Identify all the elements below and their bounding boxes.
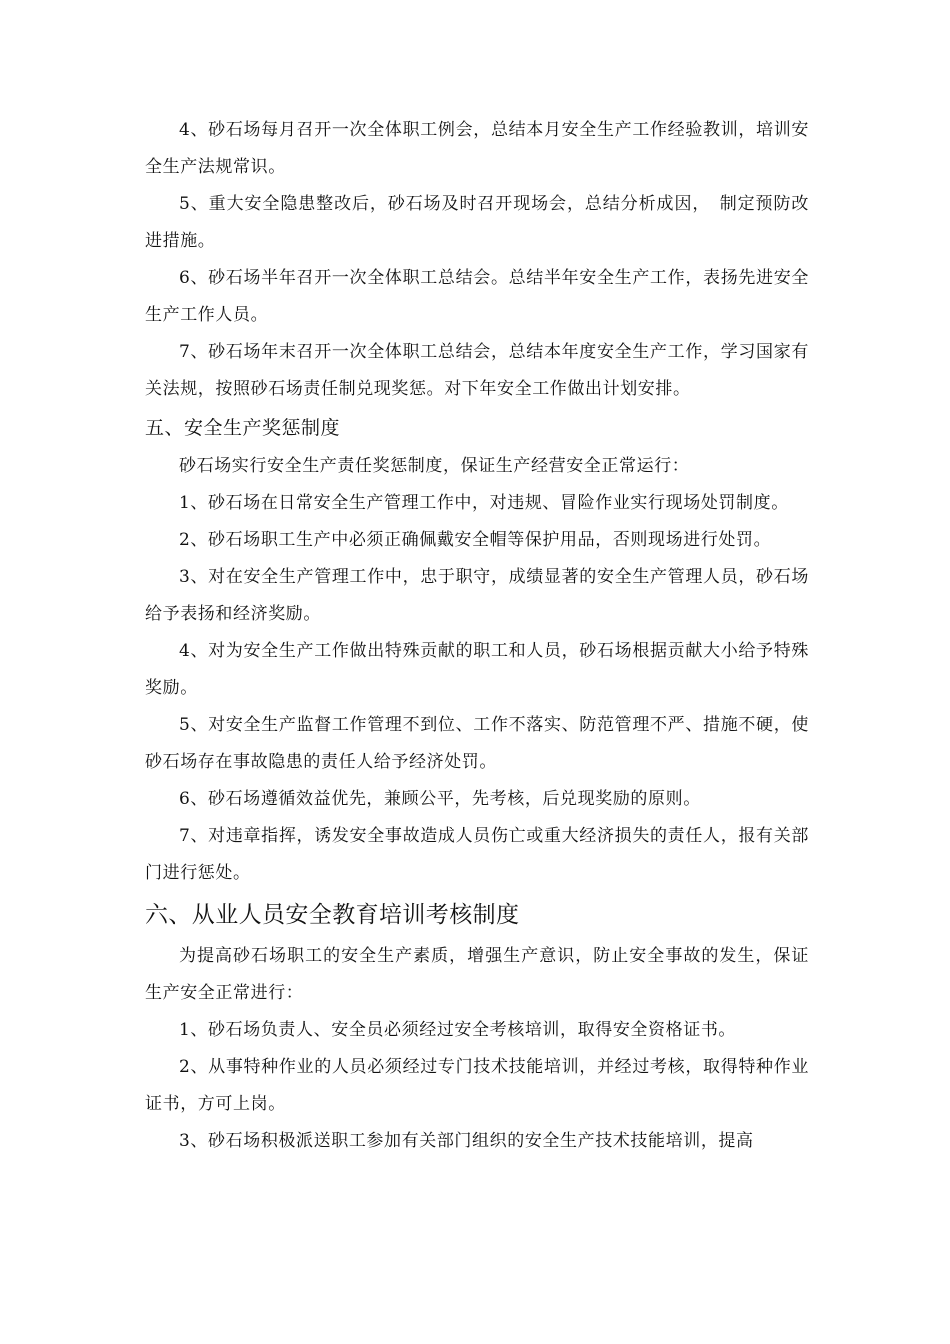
paragraph-reward-item-3: 3、对在安全生产管理工作中，忠于职守，成绩显著的安全生产管理人员，砂石场给予表扬和经济奖励。 xyxy=(145,567,809,624)
paragraph-reward-item-7: 7、对违章指挥，诱发安全事故造成人员伤亡或重大经济损失的责任人，报有关部门进行惩处。 xyxy=(145,826,809,883)
section-heading-training: 六、从业人员安全教育培训考核制度 xyxy=(145,902,520,928)
paragraph-meeting-yearend: 7、砂石场年末召开一次全体职工总结会，总结本年度安全生产工作，学习国家有关法规，按照砂石场责任制兑现奖惩。对下年安全工作做出计划安排。 xyxy=(145,342,809,399)
paragraph-meeting-monthly: 4、砂石场每月召开一次全体职工例会，总结本月安全生产工作经验教训，培训安全生产法规常识。 xyxy=(145,120,809,177)
paragraph-reward-item-5: 5、对安全生产监督工作管理不到位、工作不落实、防范管理不严、措施不硬，使砂石场存在事故隐患的责任人给予经济处罚。 xyxy=(145,715,809,772)
paragraph-training-intro: 为提高砂石场职工的安全生产素质，增强生产意识，防止安全事故的发生，保证生产安全正常进行： xyxy=(145,946,809,1003)
paragraph-reward-item-4: 4、对为安全生产工作做出特殊贡献的职工和人员，砂石场根据贡献大小给予特殊奖励。 xyxy=(145,641,809,698)
paragraph-training-item-3: 3、砂石场积极派送职工参加有关部门组织的安全生产技术技能培训，提高 xyxy=(179,1131,754,1151)
paragraph-reward-item-1: 1、砂石场在日常安全生产管理工作中，对违规、冒险作业实行现场处罚制度。 xyxy=(179,493,789,513)
section-heading-reward-punishment: 五、安全生产奖惩制度 xyxy=(145,417,341,439)
paragraph-training-item-2: 2、从事特种作业的人员必须经过专门技术技能培训，并经过考核，取得特种作业证书，方可上岗。 xyxy=(145,1057,809,1114)
paragraph-meeting-halfyear: 6、砂石场半年召开一次全体职工总结会。总结半年安全生产工作，表扬先进安全生产工作人员。 xyxy=(145,268,809,325)
paragraph-reward-intro: 砂石场实行安全生产责任奖惩制度，保证生产经营安全正常运行： xyxy=(179,456,690,476)
paragraph-reward-item-6: 6、砂石场遵循效益优先，兼顾公平，先考核，后兑现奖励的原则。 xyxy=(179,789,701,809)
paragraph-meeting-onsite: 5、重大安全隐患整改后，砂石场及时召开现场会，总结分析成因， 制定预防改进措施。 xyxy=(145,194,809,251)
paragraph-reward-item-2: 2、砂石场职工生产中必须正确佩戴安全帽等保护用品，否则现场进行处罚。 xyxy=(179,530,772,550)
document-body xyxy=(145,112,809,1160)
paragraph-training-item-1: 1、砂石场负责人、安全员必须经过安全考核培训，取得安全资格证书。 xyxy=(179,1020,737,1040)
